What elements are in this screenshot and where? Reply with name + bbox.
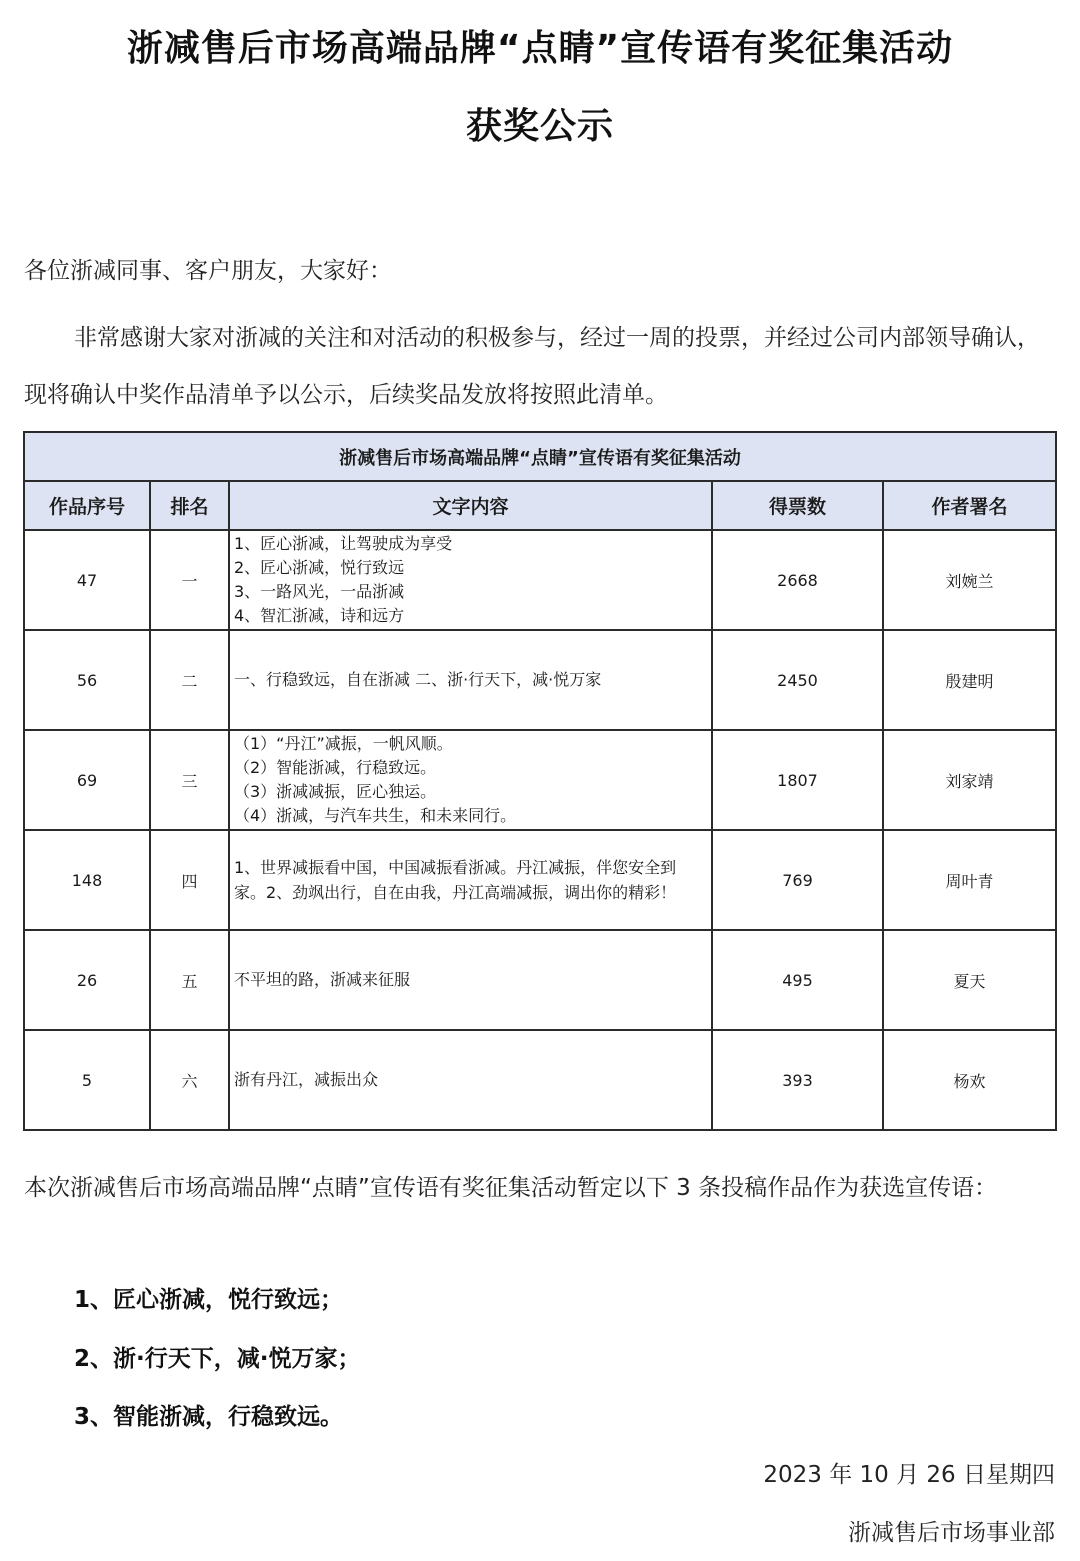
cell-content: [229, 830, 712, 930]
cell-content: [229, 630, 712, 730]
slogan-line: 4、智汇浙减，诗和远方: [234, 606, 405, 625]
cell-content: [229, 530, 712, 630]
cell-id: 56: [24, 630, 150, 730]
table-row: [24, 530, 1056, 630]
table-row: [24, 830, 1056, 930]
cell-votes: 1807: [712, 730, 883, 830]
page-title: 浙减售后市场高端品牌“点睛”宣传语有奖征集活动: [126, 28, 954, 69]
cell-id: 148: [24, 830, 150, 930]
slogan-line: （1）“丹江”减振，一帆风顺。: [234, 734, 453, 753]
table-row: [24, 930, 1056, 1030]
slogan-line: 3、一路风光，一品浙减: [234, 582, 405, 601]
header-content: 文字内容: [229, 481, 712, 530]
department-signature: 浙减售后市场事业部: [848, 1520, 1055, 1546]
cell-rank: 一: [150, 530, 229, 630]
cell-id: 5: [24, 1030, 150, 1130]
table-row: [24, 730, 1056, 830]
winning-slogan: 2、浙·行天下，减·悦万家；: [74, 1346, 361, 1372]
winning-slogan: 3、智能浙减，行稳致远。: [74, 1404, 344, 1430]
cell-votes: 769: [712, 830, 883, 930]
winning-slogan: 1、匠心浙减，悦行致远；: [74, 1287, 344, 1313]
slogan-line: 1、匠心浙减，让驾驶成为享受: [234, 534, 453, 553]
slogan-line: （4）浙减，与汽车共生，和未来同行。: [234, 806, 517, 825]
cell-votes: 495: [712, 930, 883, 1030]
slogan-line: （3）浙减减振，匠心独运。: [234, 782, 437, 801]
cell-votes: 393: [712, 1030, 883, 1130]
header-votes: 得票数: [712, 481, 883, 530]
slogan-line: 不平坦的路，浙减来征服: [234, 970, 411, 989]
slogan-line: 1、世界减振看中国，中国减振看浙减。丹江减振，伴您安全到家。2、劲飒出行，自在由我，丹江高端减振，调出你的精彩！: [234, 858, 677, 902]
cell-rank: 二: [150, 630, 229, 730]
cell-votes: 2450: [712, 630, 883, 730]
slogan-line: 浙有丹江，减振出众: [234, 1070, 379, 1089]
cell-rank: 三: [150, 730, 229, 830]
header-author: 作者署名: [883, 481, 1056, 530]
cell-author: 殷建明: [883, 630, 1056, 730]
cell-rank: 四: [150, 830, 229, 930]
greeting: 各位浙减同事、客户朋友，大家好：: [24, 258, 392, 284]
selection-note: 本次浙减售后市场高端品牌“点睛”宣传语有奖征集活动暂定以下 3 条投稿作品作为获选宣传语：: [24, 1175, 998, 1201]
awards-table: [23, 431, 1057, 1131]
page-subtitle: 获奖公示: [465, 106, 614, 147]
table-caption: 浙减售后市场高端品牌“点睛”宣传语有奖征集活动: [24, 432, 1056, 481]
cell-author: 夏天: [883, 930, 1056, 1030]
cell-author: 杨欢: [883, 1030, 1056, 1130]
cell-author: 刘婉兰: [883, 530, 1056, 630]
cell-id: 47: [24, 530, 150, 630]
cell-rank: 六: [150, 1030, 229, 1130]
cell-content: [229, 930, 712, 1030]
cell-rank: 五: [150, 930, 229, 1030]
cell-author: 周叶青: [883, 830, 1056, 930]
intro-paragraph: 非常感谢大家对浙减的关注和对活动的积极参与，经过一周的投票，并经过公司内部领导确认，现将确认中奖作品清单予以公示，后续奖品发放将按照此清单。: [24, 325, 1040, 408]
cell-id: 26: [24, 930, 150, 1030]
slogan-line: （2）智能浙减，行稳致远。: [234, 758, 437, 777]
header-rank: 排名: [150, 481, 229, 530]
cell-content: [229, 1030, 712, 1130]
table-row: [24, 630, 1056, 730]
header-id: 作品序号: [24, 481, 150, 530]
publish-date: 2023 年 10 月 26 日星期四: [763, 1462, 1055, 1488]
slogan-line: 一、行稳致远，自在浙减 二、浙·行天下，减·悦万家: [234, 670, 602, 689]
cell-id: 69: [24, 730, 150, 830]
table-row: [24, 1030, 1056, 1130]
cell-author: 刘家靖: [883, 730, 1056, 830]
slogan-line: 2、匠心浙减，悦行致远: [234, 558, 405, 577]
cell-votes: 2668: [712, 530, 883, 630]
cell-content: [229, 730, 712, 830]
